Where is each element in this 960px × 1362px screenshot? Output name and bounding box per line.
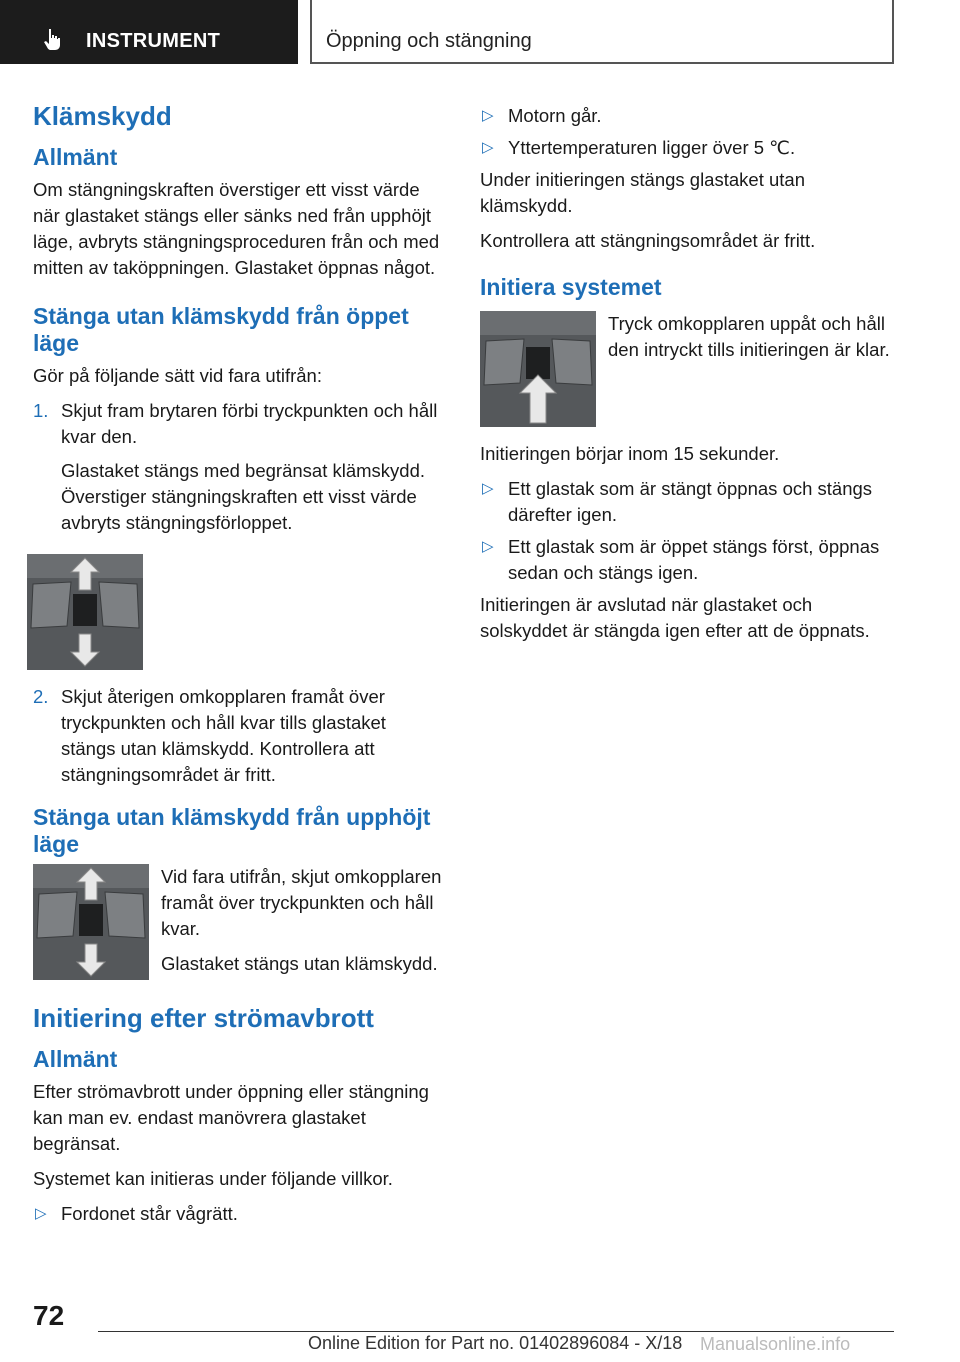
footer-divider [98,1331,894,1332]
page-header [310,0,894,64]
paragraph-upphojt-result: Glastaket stängs utan klämskydd. [161,953,438,974]
switch-illustration-up-down [27,554,143,670]
bullet-motor [480,103,900,129]
heading-initiering: Initiering efter strömavbrott [33,1003,374,1033]
switch-illustration-up [480,311,596,427]
step-2-text: Skjut återigen omkopplaren framåt över tryckpunkten och håll kvar tills glastaket stängs utan klämskydd. Kontrollera att stängningsområdet är fritt. [61,686,386,785]
watermark: Manualsonline.info [700,1334,851,1354]
step-1 [33,398,445,536]
step-number: 2. [33,686,49,707]
paragraph-upphojt-action: Vid fara utifrån, skjut omkopplaren framåt över tryckpunkten och håll kvar. [161,866,442,939]
triangle-right-icon: ▷ [482,538,494,555]
bullet-temperatur [480,135,900,161]
paragraph-avslutad: Initieringen är avslutad när glastaket och solskyddet är stängda igen efter att de öppnats. [480,594,870,641]
section-label: INSTRUMENT [86,30,221,52]
bullet-fordon [33,1201,445,1227]
step-number: 1. [33,400,49,421]
footer-edition: Online Edition for Part no. 01402896084 - X/18 [308,1333,683,1353]
heading-allmant: Allmänt [33,144,118,170]
paragraph-under-initiering: Under initieringen stängs glastaket utan klämskydd. [480,169,805,216]
bullet-text: Ett glastak som är öppet stängs först, öppnas sedan och stängs igen. [508,536,880,583]
paragraph-allmant-2: Efter strömavbrott under öppning eller stängning kan man ev. endast manövrera glastaket begränsat. [33,1081,429,1154]
hand-pointer-icon [40,27,64,51]
bullet-stangt [480,476,900,528]
right-column [480,103,900,653]
heading-allmant-2: Allmänt [33,1046,118,1072]
bullet-text: Motorn går. [508,105,602,126]
page-title: Öppning och stängning [326,30,532,52]
bullet-text: Fordonet står vågrätt. [61,1203,238,1224]
bullet-text: Yttertemperaturen ligger över 5 ℃. [508,137,796,158]
switch-illustration-up-down-2 [33,864,149,980]
bullet-oppet [480,534,900,586]
triangle-right-icon: ▷ [482,480,494,497]
triangle-right-icon: ▷ [482,139,494,156]
paragraph-borjar: Initieringen börjar inom 15 sekunder. [480,443,780,464]
section-tab [0,0,298,64]
paragraph-oppet-lage: Gör på följande sätt vid fara utifrån: [33,365,322,386]
heading-klamskydd: Klämskydd [33,101,172,131]
paragraph-villkor: Systemet kan initieras under följande villkor. [33,1168,393,1189]
left-column [33,100,445,1233]
bullet-text: Ett glastak som är stängt öppnas och stängs därefter igen. [508,478,873,525]
step-1-result: Glastaket stängs med begränsat klämskydd. Överstiger stängningskraften ett visst värde avbryts stängningsförloppet. [61,460,426,533]
upphojt-row [33,864,445,986]
initiera-row [480,311,900,427]
heading-oppet-lage: Stänga utan klämskydd från öppet läge [33,303,409,356]
paragraph-kontrollera: Kontrollera att stängningsområdet är fritt. [480,230,816,251]
heading-upphojt-lage: Stänga utan klämskydd från upphöjt läge [33,804,431,857]
upphojt-text [161,864,445,986]
initiera-text [608,311,900,372]
triangle-right-icon: ▷ [35,1205,47,1222]
step-2 [33,684,445,788]
paragraph-tryck: Tryck omkopplaren uppåt och håll den intryckt tills initieringen är klar. [608,313,890,360]
paragraph-allmant: Om stängningskraften överstiger ett visst värde när glastaket stängs eller sänks ned från upphöjt läge, avbryts stängningsproceduren från och med mitten av taköppningen. Glastaket öppnas något. [33,179,440,278]
page-number: 72 [33,1300,65,1331]
step-1-text: Skjut fram brytaren förbi tryckpunkten och håll kvar den. [61,400,438,447]
triangle-right-icon: ▷ [482,107,494,124]
heading-initiera-systemet: Initiera systemet [480,274,662,300]
